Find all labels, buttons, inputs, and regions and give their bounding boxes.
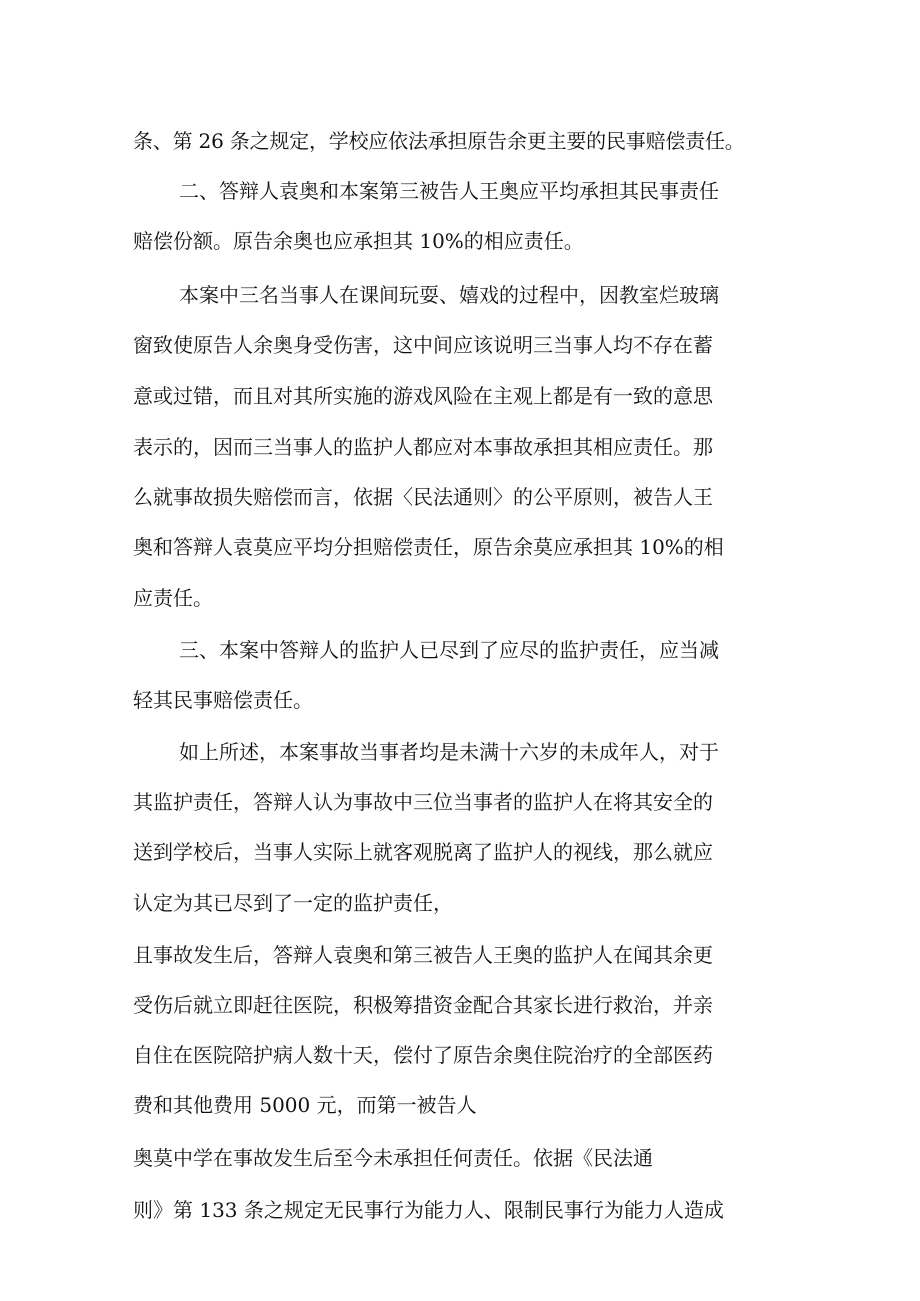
paragraph-4-line-1: 三、本案中答辩人的监护人已尽到了应尽的监护责任，应当减 — [179, 638, 719, 662]
paragraph-3-line-1: 本案中三名当事人在课间玩耍、嬉戏的过程中，因教室烂玻璃 — [179, 283, 719, 307]
paragraph-5-line-1: 如上所述，本案事故当事者均是未满十六岁的未成年人，对于 — [179, 740, 719, 764]
paragraph-5-line-2: 其监护责任，答辩人认为事故中三位当事者的监护人在将其安全的 — [133, 790, 713, 814]
paragraph-3-line-5: 么就事故损失赔偿而言，依据〈民法通则〉的公平原则，被告人王 — [133, 485, 713, 509]
paragraph-6-line-4: 费和其他费用 5000 元，而第一被告人 — [133, 1093, 477, 1117]
paragraph-3-line-7: 应责任。 — [133, 586, 213, 610]
paragraph-3-line-4: 表示的，因而三当事人的监护人都应对本事故承担其相应责任。那 — [133, 435, 713, 459]
paragraph-2-line-1: 二、答辩人袁奥和本案第三被告人王奥应平均承担其民事责任 — [179, 179, 719, 203]
paragraph-6-line-2: 受伤后就立即赶往医院，积极筹措资金配合其家长进行救治，并亲 — [133, 993, 713, 1017]
paragraph-4-line-2: 轻其民事赔偿责任。 — [133, 688, 313, 712]
paragraph-3-line-2: 窗致使原告人余奥身受伤害，这中间应该说明三当事人均不存在蓄 — [133, 333, 713, 357]
paragraph-5-line-4: 认定为其已尽到了一定的监护责任， — [133, 891, 453, 915]
paragraph-7-line-1: 奥莫中学在事故发生后至今未承担任何责任。依据《民法通 — [133, 1146, 653, 1170]
paragraph-1-line-1: 条、第 26 条之规定，学校应依法承担原告余更主要的民事赔偿责任。 — [133, 129, 745, 153]
paragraph-6-line-3: 自住在医院陪护病人数十天，偿付了原告余奥住院治疗的全部医药 — [133, 1043, 713, 1067]
paragraph-7-line-2: 则》第 133 条之规定无民事行为能力人、限制民事行为能力人造成 — [133, 1198, 724, 1222]
paragraph-3-line-6: 奥和答辩人袁莫应平均分担赔偿责任，原告余莫应承担其 10%的相 — [133, 535, 724, 559]
paragraph-6-line-1: 且事故发生后，答辩人袁奥和第三被告人王奥的监护人在闻其余更 — [133, 943, 713, 967]
paragraph-5-line-3: 送到学校后，当事人实际上就客观脱离了监护人的视线，那么就应 — [133, 840, 713, 864]
paragraph-2-line-2: 赔偿份额。原告余奥也应承担其 10%的相应责任。 — [133, 229, 584, 253]
paragraph-3-line-3: 意或过错，而且对其所实施的游戏风险在主观上都是有一致的意思 — [133, 384, 713, 408]
